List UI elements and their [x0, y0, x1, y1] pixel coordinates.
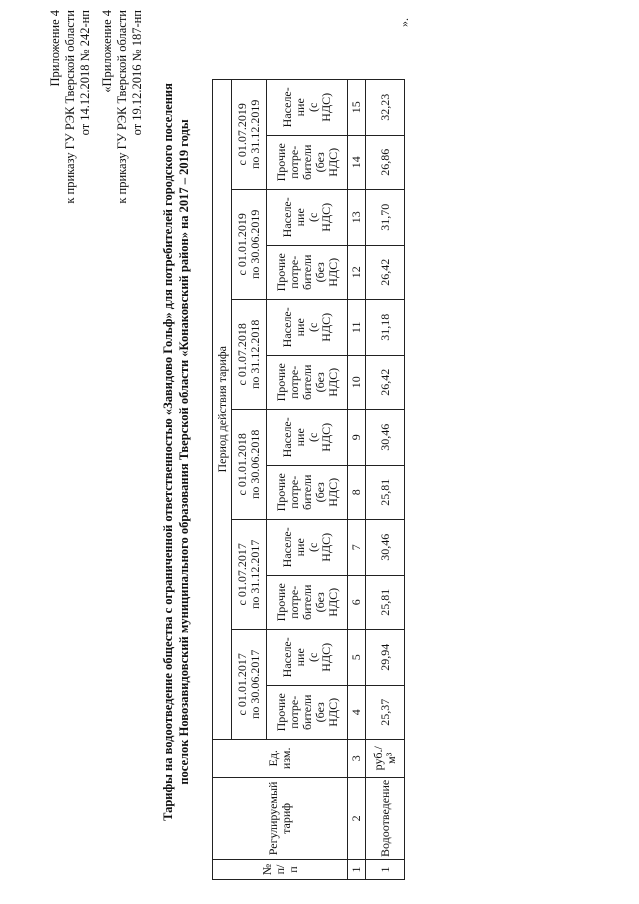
annex-order-date: от 19.12.2016 № 187-нп — [130, 10, 144, 136]
tariff-value: 26,86 — [366, 135, 405, 189]
period-range: с 01.07.2019 по 31.12.2019 — [232, 79, 267, 189]
title-line-2: поселок Новозавидовский муниципального образования Тверской области «Конаковский район» на 2017 – 2019 годы — [177, 119, 191, 785]
column-number: 11 — [348, 299, 366, 355]
tariff-table — [212, 79, 405, 880]
consumer-other: Прочие потре- бители (без НДС) — [267, 685, 348, 739]
row-unit: руб./ м³ — [366, 739, 405, 777]
column-number: 5 — [348, 629, 366, 685]
annex-title: «Приложение 4 — [100, 10, 114, 93]
consumer-population: Населе- ние (с НДС) — [267, 519, 348, 575]
closing-quote-mark: ». — [397, 18, 411, 27]
column-number: 14 — [348, 135, 366, 189]
consumer-other: Прочие потре- бители (без НДС) — [267, 465, 348, 519]
consumer-other: Прочие потре- бители (без НДС) — [267, 245, 348, 299]
consumer-population: Населе- ние (с НДС) — [267, 299, 348, 355]
consumer-other: Прочие потре- бители (без НДС) — [267, 575, 348, 629]
document-title — [160, 0, 192, 904]
period-range: с 01.07.2018 по 31.12.2018 — [232, 299, 267, 409]
table-row — [366, 79, 405, 879]
tariff-value: 31,70 — [366, 189, 405, 245]
annex-header-previous — [100, 10, 145, 204]
tariff-value: 26,42 — [366, 355, 405, 409]
period-range: с 01.01.2017 по 30.06.2017 — [232, 629, 267, 739]
consumer-population: Населе- ние (с НДС) — [267, 189, 348, 245]
tariff-value: 25,37 — [366, 685, 405, 739]
column-number: 6 — [348, 575, 366, 629]
header-row-period — [213, 79, 232, 879]
tariff-value: 32,23 — [366, 79, 405, 135]
column-number: 1 — [348, 860, 366, 880]
annex-header-current — [48, 10, 93, 204]
column-number: 15 — [348, 79, 366, 135]
annex-order-date: от 14.12.2018 № 242-нп — [78, 10, 92, 136]
column-number: 8 — [348, 465, 366, 519]
tariff-value: 30,46 — [366, 409, 405, 465]
period-range: с 01.07.2017 по 31.12.2017 — [232, 519, 267, 629]
annex-order-line: к приказу ГУ РЭК Тверской области — [63, 10, 77, 204]
column-number: 7 — [348, 519, 366, 575]
column-number: 10 — [348, 355, 366, 409]
tariff-value: 31,18 — [366, 299, 405, 355]
column-number: 2 — [348, 777, 366, 859]
annex-order-line: к приказу ГУ РЭК Тверской области — [115, 10, 129, 204]
header-unit: Ед. изм. — [213, 739, 348, 777]
tariff-value: 29,94 — [366, 629, 405, 685]
column-number-row — [348, 79, 366, 879]
header-num: № п/ п — [213, 860, 348, 880]
period-range: с 01.01.2018 по 30.06.2018 — [232, 409, 267, 519]
tariff-value: 26,42 — [366, 245, 405, 299]
consumer-population: Населе- ние (с НДС) — [267, 629, 348, 685]
row-tariff-name: Водоотведение — [366, 777, 405, 859]
consumer-population: Населе- ние (с НДС) — [267, 79, 348, 135]
column-number: 9 — [348, 409, 366, 465]
title-line-1: Тарифы на водоотведение общества с ограниченной ответственностью «Завидово Гольф» для потребителей городского поселения — [161, 83, 175, 821]
consumer-other: Прочие потре- бители (без НДС) — [267, 355, 348, 409]
period-range: с 01.01.2019 по 30.06.2019 — [232, 189, 267, 299]
row-num: 1 — [366, 860, 405, 880]
header-tariff: Регулируемый тариф — [213, 777, 348, 859]
consumer-other: Прочие потре- бители (без НДС) — [267, 135, 348, 189]
tariff-value: 25,81 — [366, 465, 405, 519]
column-number: 13 — [348, 189, 366, 245]
header-period: Период действия тарифа — [213, 79, 232, 739]
column-number: 4 — [348, 685, 366, 739]
column-number: 3 — [348, 739, 366, 777]
tariff-value: 25,81 — [366, 575, 405, 629]
column-number: 12 — [348, 245, 366, 299]
annex-title: Приложение 4 — [48, 10, 62, 87]
consumer-population: Населе- ние (с НДС) — [267, 409, 348, 465]
tariff-value: 30,46 — [366, 519, 405, 575]
